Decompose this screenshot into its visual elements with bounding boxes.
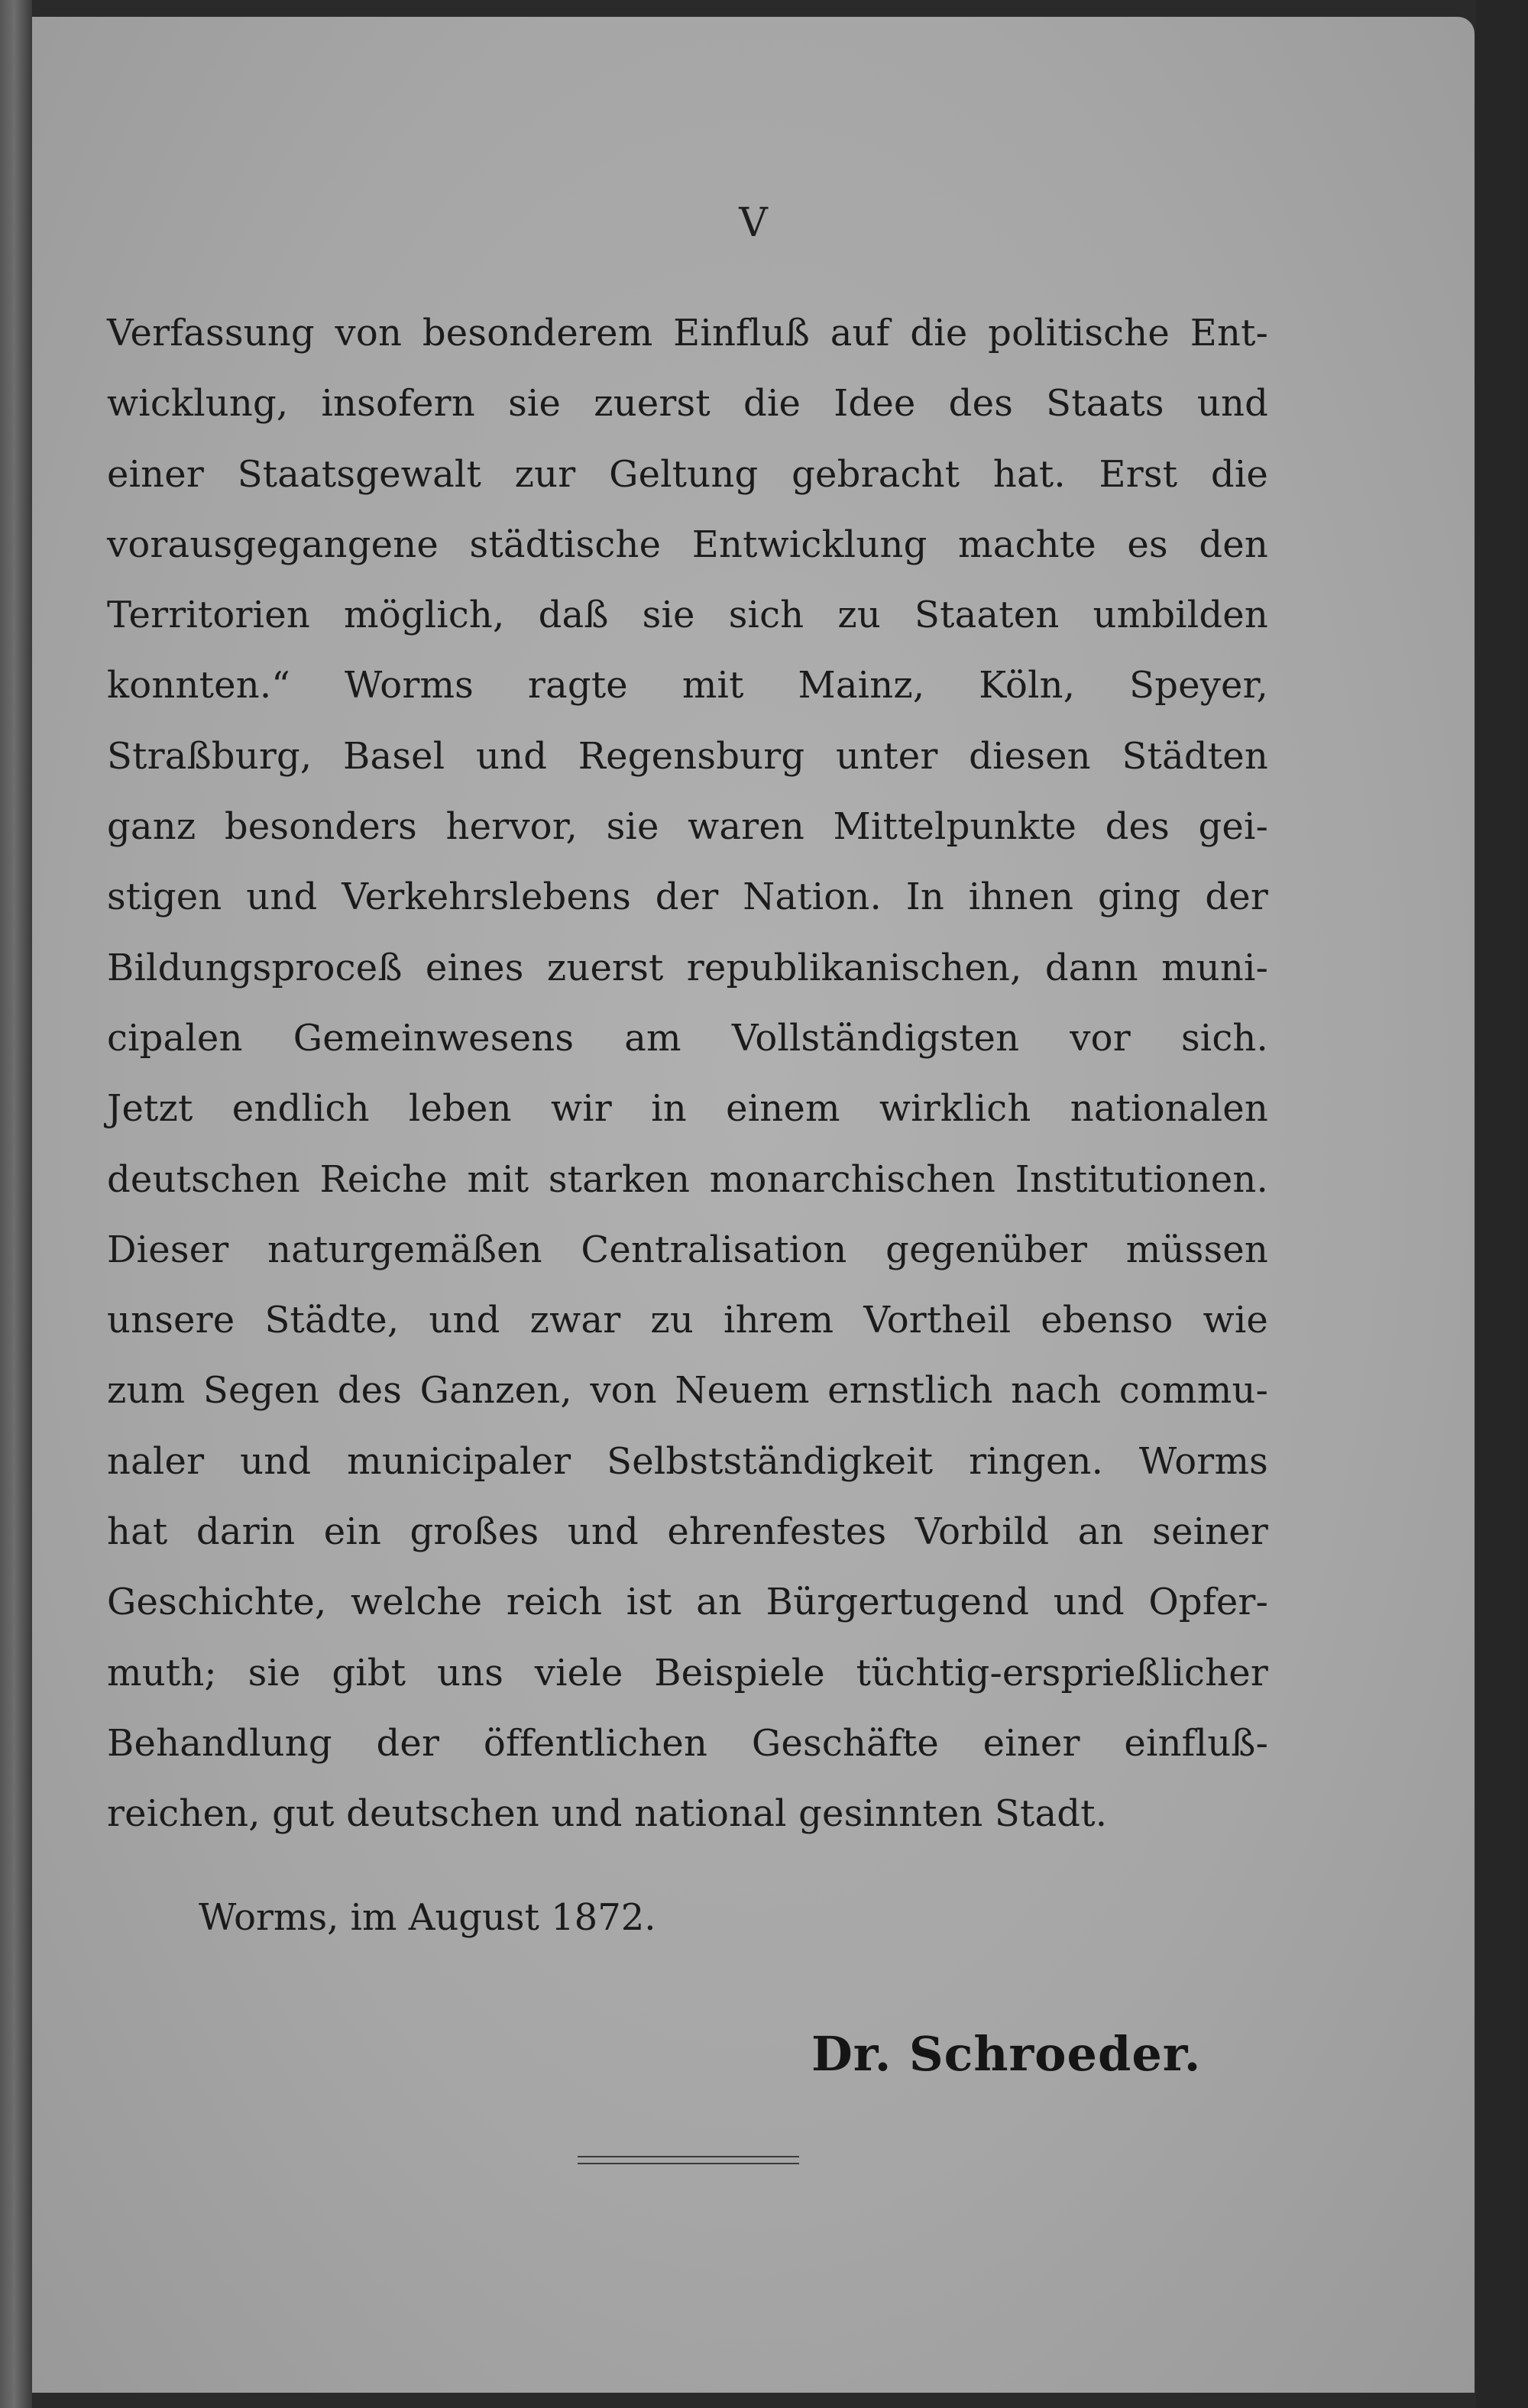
dateline: Worms, im August 1872. [199, 1896, 656, 1939]
text-line: zum Segen des Ganzen, von Neuem ernstlich nach commu- [107, 1369, 1268, 1413]
text-line: Dieser naturgemäßen Centralisation gegenüber müssen [107, 1228, 1268, 1271]
text-line: vorausgegangene städtische Entwicklung machte es den [107, 523, 1268, 566]
scan-left-edge [0, 0, 32, 2408]
text-line: cipalen Gemeinwesens am Vollständigsten vor sich. [107, 1016, 1268, 1060]
text-line: konnten.“ Worms ragte mit Mainz, Köln, Speyer, [107, 664, 1268, 707]
signature: Dr. Schroeder. [811, 2026, 1202, 2082]
text-line-last: reichen, gut deutschen und national gesinnten Stadt. [107, 1792, 1108, 1836]
text-line: deutschen Reiche mit starken monarchischen Institutionen. [107, 1157, 1268, 1201]
text-line: Geschichte, welche reich ist an Bürgertugend und Opfer- [107, 1581, 1268, 1624]
text-line: Straßburg, Basel und Regensburg unter diesen Städten [107, 734, 1268, 778]
text-line: Verfassung von besonderem Einfluß auf die politische Ent- [107, 312, 1268, 354]
text-line: stigen und Verkehrslebens der Nation. In ihnen ging der [107, 875, 1268, 919]
text-line: muth; sie gibt uns viele Beispiele tüchtig-ersprießlicher [107, 1651, 1268, 1694]
text-line: Jetzt endlich leben wir in einem wirklich nationalen [107, 1087, 1268, 1131]
body-text [107, 298, 1268, 1850]
text-line: Bildungsproceß eines zuerst republikanischen, dann muni- [107, 946, 1268, 989]
text-line: einer Staatsgewalt zur Geltung gebracht hat. Erst die [107, 452, 1268, 496]
double-rule-divider [578, 2156, 799, 2164]
text-line: wicklung, insofern sie zuerst die Idee des Staats und [107, 382, 1268, 426]
text-line: hat darin ein großes und ehrenfestes Vorbild an seiner [107, 1510, 1268, 1554]
text-line: unsere Städte, und zwar zu ihrem Vortheil ebenso wie [107, 1299, 1268, 1342]
text-line: ganz besonders hervor, sie waren Mittelpunkte des gei- [107, 805, 1268, 849]
document-page [32, 17, 1475, 2393]
text-line: Behandlung der öffentlichen Geschäfte einer einfluß- [107, 1721, 1268, 1765]
scan-right-background [1476, 0, 1528, 2408]
text-line: Territorien möglich, daß sie sich zu Staaten umbilden [107, 594, 1268, 637]
text-line: naler und municipaler Selbstständigkeit ringen. Worms [107, 1439, 1268, 1483]
page-number: V [739, 200, 768, 246]
